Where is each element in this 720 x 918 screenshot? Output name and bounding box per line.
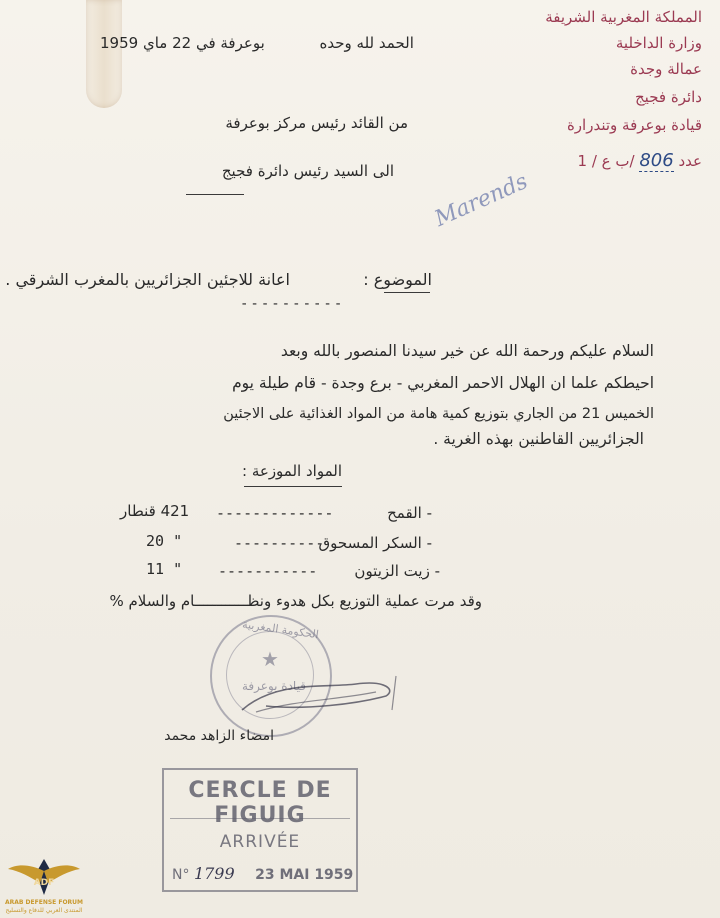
arrival-stamp: [162, 768, 358, 892]
to-line: الى السيد رئيس دائرة فجيج: [221, 162, 394, 180]
forum-logo-subtitle: المنتدى العربي للدفاع والتسليح: [5, 907, 83, 914]
arrival-stamp-title: CERCLE DE FIGUIG: [188, 778, 332, 828]
item-1-qty: 421 قنطار: [120, 502, 190, 520]
handwritten-note: Marends: [431, 169, 532, 232]
items-heading: المواد الموزعة :: [242, 462, 342, 480]
star-icon: ★: [261, 647, 279, 671]
to-underline: [186, 194, 244, 195]
arrival-number: 1799: [193, 864, 235, 883]
subject-underline: [384, 292, 430, 293]
item-1-name: - القمح: [387, 504, 432, 522]
body-line-4: الجزائريين القاطنين بهذه الغرية .: [433, 430, 644, 448]
eagle-icon: [4, 855, 84, 899]
arrival-stamp-divider: [170, 818, 350, 819]
svg-text:ADF: ADF: [33, 878, 55, 888]
arrival-stamp-number-line: [172, 864, 353, 883]
item-2-qty: 20 ": [146, 532, 183, 550]
item-2-dashes: ----------: [234, 534, 325, 552]
stamp-line-2: وزارة الداخلية: [615, 34, 702, 52]
date-line: بوعرفة في 22 ماي 1959: [100, 34, 265, 52]
forum-logo-title: ARAB DEFENSE FORUM: [4, 899, 84, 906]
arrival-number-prefix: N°: [172, 867, 190, 883]
place-date: [100, 34, 414, 52]
forum-logo: [4, 855, 84, 915]
subject-text: [5, 270, 290, 289]
body-line-1: السلام عليكم ورحمة الله عن خير سيدنا المنصور بالله وبعد: [280, 342, 654, 360]
stamp-line-5: قيادة بوعرفة وتندرارة: [566, 116, 702, 134]
from-line: من القائد رئيس مركز بوعرفة: [225, 114, 408, 132]
body-line-3: الخميس 21 من الجاري بتوزيع كمية هامة من المواد الغذائية على الاجئين: [223, 406, 654, 422]
item-3-qty: 11 ": [146, 560, 183, 578]
arrival-stamp-status: ARRIVÉE: [219, 832, 301, 852]
signature-scribble: [236, 670, 406, 730]
body-line-2: احيطكم علما ان الهلال الاحمر المغربي - برع وجدة - قام طيلة يوم: [232, 374, 654, 392]
arrival-date: 23 MAI 1959: [255, 867, 354, 883]
paper-fold: [86, 0, 122, 108]
item-1-dashes: -------------: [216, 504, 334, 522]
item-2-name: - السكر المسحوق: [318, 534, 432, 552]
item-3-name: - زيت الزيتون: [354, 562, 440, 580]
reference-line: [578, 150, 702, 171]
stamp-line-1: المملكة المغربية الشريفة: [545, 8, 702, 26]
item-3-dashes: -----------: [218, 562, 318, 580]
subject-text-value: اعانة للاجئين الجزائريين بالمغرب الشرقي .: [5, 270, 290, 289]
ref-suffix: /ب ع / 1: [577, 152, 635, 170]
round-stamp-outer-text: الحكومة المغربية: [241, 617, 320, 642]
round-stamp-inner-text: قيادة بوعرفة: [242, 679, 306, 693]
signature-line: امضاء الزاهد محمد: [164, 728, 274, 744]
stamp-line-3: عمالة وجدة: [630, 60, 702, 78]
ref-prefix: عدد: [678, 152, 702, 170]
stamp-line-4: دائرة فجيج: [635, 88, 702, 106]
items-heading-underline: [244, 486, 342, 487]
subject-label: الموضوع :: [363, 270, 432, 289]
subject-separator: ----------: [240, 296, 345, 312]
ref-number: 806: [639, 150, 674, 171]
basmala: الحمد لله وحده: [319, 34, 414, 52]
closing-line: وقد مرت عملية التوزيع بكل هدوء ونظــــــــــــام والسلام %: [109, 592, 482, 610]
